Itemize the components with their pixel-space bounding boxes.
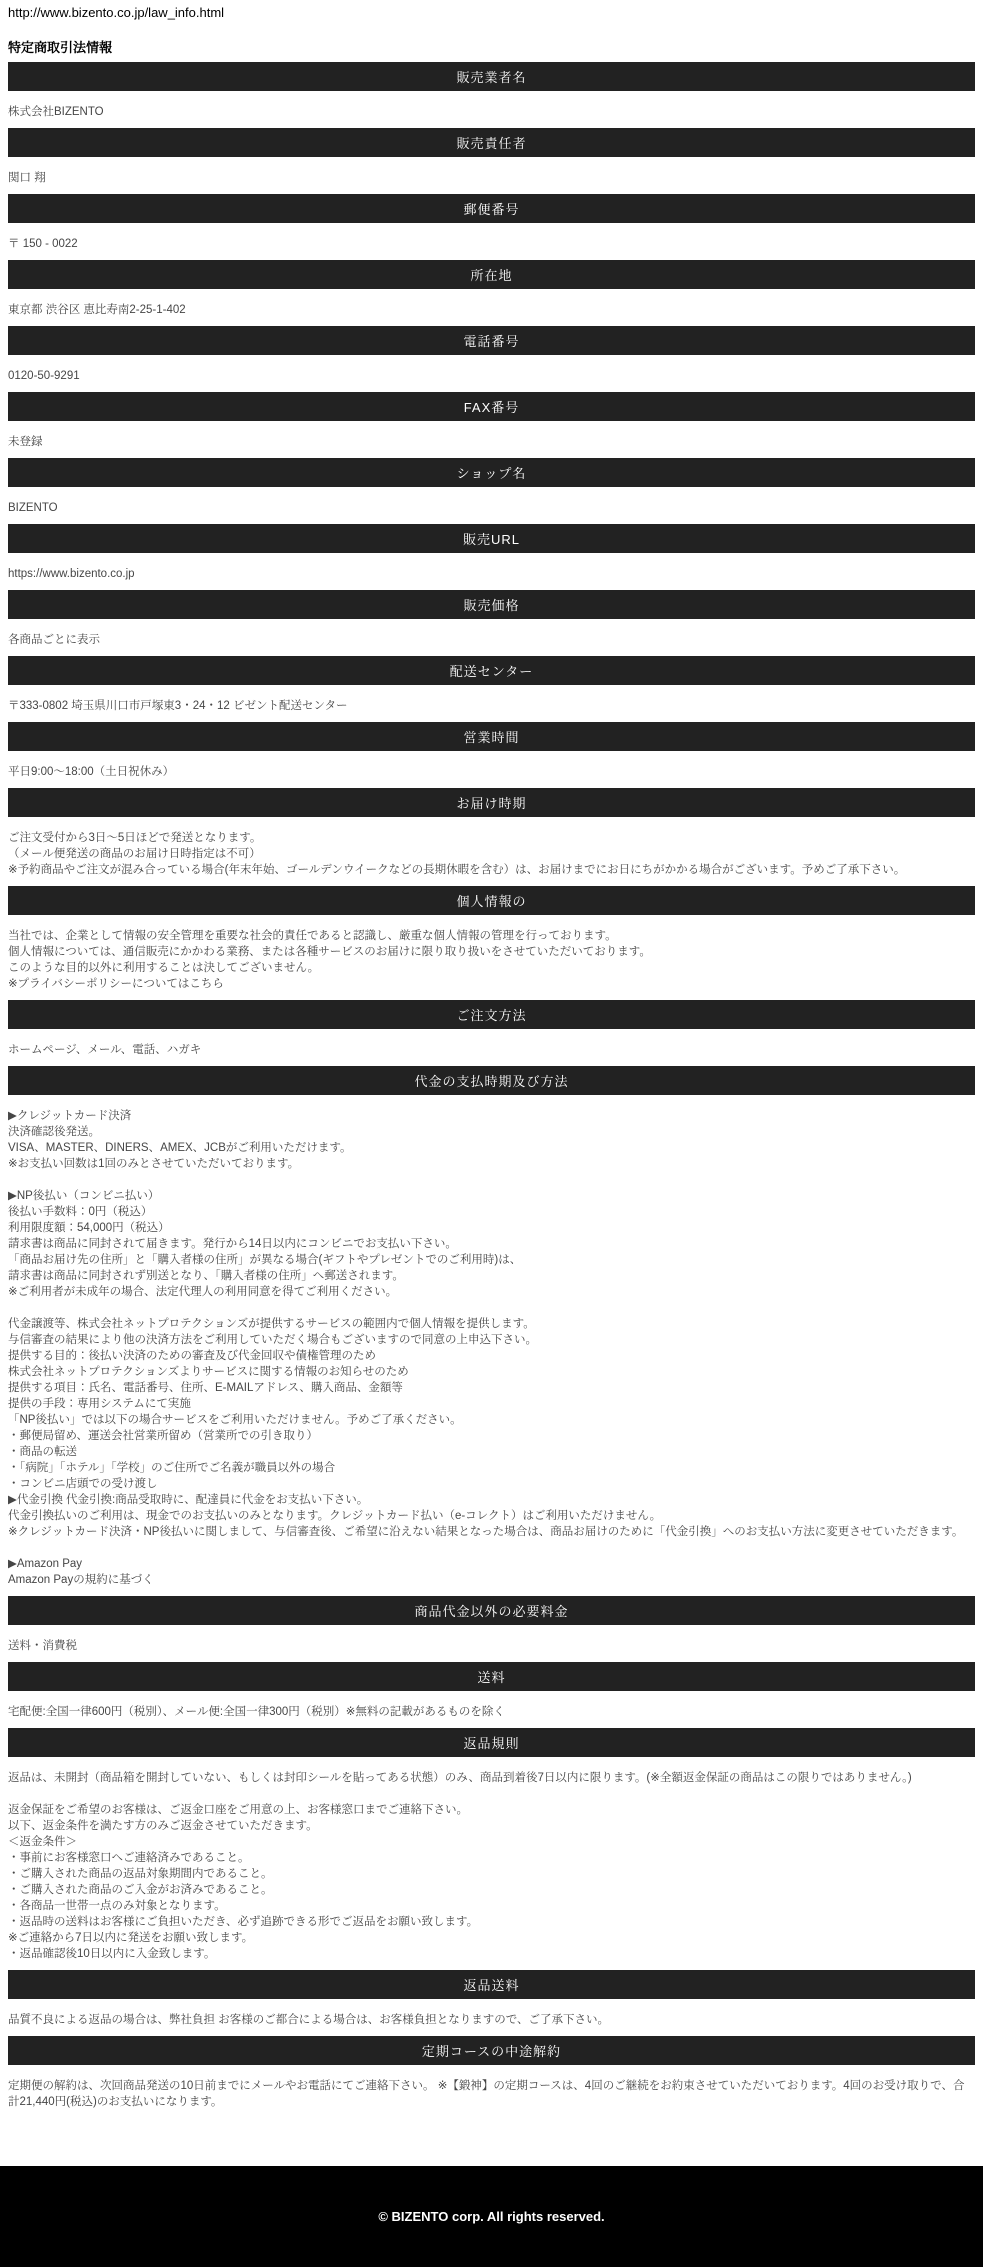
section-header <box>8 458 975 487</box>
section-body <box>8 1704 975 1720</box>
section-text-line: 「商品お届け先の住所」と「購入者様の住所」が異なる場合(ギフトやプレゼントでのご利用時)は、 <box>8 1254 522 1266</box>
law-info-section <box>8 326 975 384</box>
section-text-line: 当社では、企業として情報の安全管理を重要な社会的責任であると認識し、厳重な個人情報の管理を行っております。 <box>8 930 617 942</box>
section-header-label: ショップ名 <box>456 466 527 481</box>
section-text-line: ・コンビニ店頭での受け渡し <box>8 1478 158 1490</box>
section-body <box>8 632 975 648</box>
section-body <box>8 2012 975 2028</box>
section-text-line: ※クレジットカード決済・NP後払いに関しまして、与信審査後、ご希望に沿えない結果となった場合は、商品お届けのために「代金引換」へのお支払い方法に変更させていただきます。 <box>8 1526 964 1538</box>
section-header-label: 営業時間 <box>463 730 520 745</box>
section-body <box>8 236 975 252</box>
section-text-line: 返品は、未開封（商品箱を開封していない、もしくは封印シールを貼ってある状態）のみ、商品到着後7日以内に限ります。(※全額返金保証の商品はこの限りではありません。) <box>8 1772 912 1784</box>
section-text-line: ご注文受付から3日～5日ほどで発送となります。 <box>8 832 262 844</box>
section-body <box>8 302 975 318</box>
section-text-line: ▶NP後払い（コンビニ払い） <box>8 1190 160 1202</box>
section-body <box>8 104 975 120</box>
section-body <box>8 434 975 450</box>
law-info-section <box>8 2036 975 2110</box>
section-header-label: 個人情報の <box>456 894 527 909</box>
section-text-line: ※ご連絡から7日以内に発送をお願い致します。 <box>8 1932 254 1944</box>
section-text-line: 〒 150 - 0022 <box>8 238 78 250</box>
section-text-line <box>8 1540 975 1556</box>
section-text-line: 送料・消費税 <box>8 1640 77 1652</box>
section-header <box>8 62 975 91</box>
section-header <box>8 590 975 619</box>
section-text-line: ※お支払い回数は1回のみとさせていただいております。 <box>8 1158 300 1170</box>
section-body <box>8 928 975 992</box>
law-info-section <box>8 392 975 450</box>
section-text-line: 関口 翔 <box>8 172 46 184</box>
section-text-line: 代金譲渡等、株式会社ネットプロテクションズが提供するサービスの範囲内で個人情報を提供します。 <box>8 1318 535 1330</box>
section-header-label: 商品代金以外の必要料金 <box>414 1604 569 1619</box>
section-body <box>8 2078 975 2110</box>
section-header-label: 販売価格 <box>463 598 520 613</box>
section-text-line: ▶代金引換 代金引換:商品受取時に、配達員に代金をお支払い下さい。 <box>8 1494 369 1506</box>
section-body <box>8 368 975 384</box>
section-header-label: FAX番号 <box>463 400 520 415</box>
section-text-line: 請求書は商品に同封されて届きます。発行から14日以内にコンビニでお支払い下さい。 <box>8 1238 457 1250</box>
section-header-label: 販売URL <box>462 532 520 547</box>
section-text-line: 〒333-0802 埼玉県川口市戸塚東3・24・12 ビゼント配送センター <box>8 700 348 712</box>
section-text-line: （メール便発送の商品のお届け日時指定は不可） <box>8 848 261 860</box>
section-text-line: 提供の手段：専用システムにて実施 <box>8 1398 191 1410</box>
section-header-label: 定期コースの中途解約 <box>421 2044 562 2059</box>
section-text-line: ・「病院」「ホテル」「学校」のご住所でご名義が職員以外の場合 <box>8 1462 336 1474</box>
section-text-line: ・ご購入された商品のご入金がお済みであること。 <box>8 1884 273 1896</box>
section-header <box>8 2036 975 2065</box>
sections <box>8 62 975 2110</box>
section-header-label: 販売責任者 <box>456 136 527 151</box>
law-info-section <box>8 1728 975 1962</box>
section-header <box>8 128 975 157</box>
section-text-line: 平日9:00～18:00（土日祝休み） <box>8 766 175 778</box>
section-header-label: 返品規則 <box>463 1736 520 1751</box>
law-info-section <box>8 524 975 582</box>
section-text-line: Amazon Payの規約に基づく <box>8 1574 154 1586</box>
section-text-line: このような目的以外に利用することは決してございません。 <box>8 962 320 974</box>
section-text-line <box>8 1786 975 1802</box>
law-info-section <box>8 1066 975 1588</box>
section-text-line: VISA、MASTER、DINERS、AMEX、JCBがご利用いただけます。 <box>8 1142 352 1154</box>
section-header-label: 代金の支払時期及び方法 <box>414 1074 569 1089</box>
section-body <box>8 830 975 878</box>
section-text-line: 東京都 渋谷区 恵比寿南2-25-1-402 <box>8 304 186 316</box>
section-text-line: ※プライバシーポリシーについてはこちら <box>8 978 224 990</box>
page-footer <box>0 2166 983 2267</box>
law-info-section <box>8 1000 975 1058</box>
section-text-line: 株式会社BIZENTO <box>8 106 104 118</box>
section-body <box>8 566 975 582</box>
section-text-line: ・ご購入された商品の返品対象期間内であること。 <box>8 1868 273 1880</box>
section-header <box>8 194 975 223</box>
section-body <box>8 1042 975 1058</box>
section-text-line: 未登録 <box>8 436 43 448</box>
section-body <box>8 698 975 714</box>
section-text-line: ホームページ、メール、電話、ハガキ <box>8 1044 202 1056</box>
section-header <box>8 886 975 915</box>
section-text-line: 請求書は商品に同封されず別送となり、「購入者様の住所」へ郵送されます。 <box>8 1270 404 1282</box>
section-body <box>8 170 975 186</box>
section-text-line: 以下、返金条件を満たす方のみご返金させていただきます。 <box>8 1820 318 1832</box>
page-url-text: http://www.bizento.co.jp/law_info.html <box>8 5 225 20</box>
section-header <box>8 656 975 685</box>
law-info-section <box>8 1970 975 2028</box>
section-text-line: 株式会社ネットプロテクションズよりサービスに関する情報のお知らせのため <box>8 1366 409 1378</box>
section-header <box>8 1970 975 1999</box>
section-text-line <box>8 1172 975 1188</box>
section-header <box>8 1728 975 1757</box>
section-text-line: 代金引換払いのご利用は、現金でのお支払いのみとなります。クレジットカード払い（e-コレクト）はご利用いただけません。 <box>8 1510 662 1522</box>
law-info-section <box>8 788 975 878</box>
section-text-line: 決済確認後発送。 <box>8 1126 100 1138</box>
law-info-section <box>8 1662 975 1720</box>
section-header-label: 配送センター <box>449 664 534 679</box>
section-header <box>8 326 975 355</box>
law-info-section <box>8 1596 975 1654</box>
section-header-label: 販売業者名 <box>456 70 527 85</box>
section-text-line: ・事前にお客様窓口へご連絡済みであること。 <box>8 1852 250 1864</box>
copyright-text: © BIZENTO corp. All rights reserved. <box>378 2209 605 2224</box>
section-body <box>8 1638 975 1654</box>
law-info-section <box>8 194 975 252</box>
section-header <box>8 1662 975 1691</box>
section-header-label: 返品送料 <box>463 1978 520 1993</box>
section-header <box>8 260 975 289</box>
section-text-line: ▶Amazon Pay <box>8 1558 83 1570</box>
law-info-section <box>8 128 975 186</box>
section-text-line: ＜返金条件＞ <box>8 1836 77 1848</box>
section-header-label: 電話番号 <box>463 334 520 349</box>
section-text-line: 後払い手数料：0円（税込） <box>8 1206 153 1218</box>
section-text-line: ▶クレジットカード決済 <box>8 1110 132 1122</box>
section-body <box>8 764 975 780</box>
section-text-line: https://www.bizento.co.jp <box>8 568 135 580</box>
section-header <box>8 524 975 553</box>
section-text-line: ・郵便局留め、運送会社営業所留め（営業所での引き取り） <box>8 1430 319 1442</box>
section-text-line: 宅配便:全国一律600円（税別）、メール便:全国一律300円（税別）※無料の記載があるものを除く <box>8 1706 505 1718</box>
section-text-line: BIZENTO <box>8 502 58 514</box>
section-text-line: 提供する目的：後払い決済のための審査及び代金回収や債権管理のため <box>8 1350 376 1362</box>
section-text-line: 各商品ごとに表示 <box>8 634 100 646</box>
law-info-section <box>8 886 975 992</box>
section-header-label: 所在地 <box>470 268 513 283</box>
section-body <box>8 1108 975 1588</box>
page-title: 特定商取引法情報 <box>8 40 113 55</box>
section-header-label: 郵便番号 <box>463 202 520 217</box>
section-text-line: 与信審査の結果により他の決済方法をご利用していただく場合もございますので同意の上申込下さい。 <box>8 1334 537 1346</box>
section-text-line <box>8 1300 975 1316</box>
section-text-line: ※ご利用者が未成年の場合、法定代理人の利用同意を得てご利用ください。 <box>8 1286 398 1298</box>
section-body <box>8 500 975 516</box>
law-info-section <box>8 458 975 516</box>
section-header <box>8 788 975 817</box>
section-body <box>8 1770 975 1962</box>
section-header <box>8 722 975 751</box>
section-text-line: ※予約商品やご注文が混み合っている場合(年末年始、ゴールデンウイークなどの長期休暇を含む）は、お届けまでにお日にちがかかる場合がございます。予めご了承下さい。 <box>8 864 906 876</box>
section-text-line: 0120-50-9291 <box>8 370 80 382</box>
section-text-line: 品質不良による返品の場合は、弊社負担 お客様のご都合による場合は、お客様負担となりますので、ご了承下さい。 <box>8 2014 609 2026</box>
section-text-line: 返金保証をご希望のお客様は、ご返金口座をご用意の上、お客様窓口までご連絡下さい。 <box>8 1804 468 1816</box>
section-header <box>8 1596 975 1625</box>
section-text-line: 「NP後払い」では以下の場合サービスをご利用いただけません。予めご了承ください。 <box>8 1414 462 1426</box>
section-text-line: 提供する項目：氏名、電話番号、住所、E-MAILアドレス、購入商品、金額等 <box>8 1382 403 1394</box>
law-info-section <box>8 656 975 714</box>
section-header <box>8 392 975 421</box>
section-text-line: 利用限度額：54,000円（税込） <box>8 1222 170 1234</box>
section-text-line: ・各商品一世帯一点のみ対象となります。 <box>8 1900 226 1912</box>
law-info-section <box>8 590 975 648</box>
section-text-line: ・返品確認後10日以内に入金致します。 <box>8 1948 216 1960</box>
section-header-label: お届け時期 <box>456 796 527 811</box>
section-header <box>8 1066 975 1095</box>
law-info-section <box>8 62 975 120</box>
section-header-label: ご注文方法 <box>456 1008 527 1023</box>
section-text-line: ・返品時の送料はお客様にご負担いただき、必ず追跡できる形でご返品をお願い致します。 <box>8 1916 479 1928</box>
section-text-line: 個人情報については、通信販売にかかわる業務、または各種サービスのお届けに限り取り扱いをさせていただいております。 <box>8 946 651 958</box>
section-text-line: 定期便の解約は、次回商品発送の10日前までにメールやお電話にてご連絡下さい。 ※【鍛神】の定期コースは、4回のご継続をお約束させていただいております。4回のお受け取りで、合計21,440円(税込)のお支払いになります。 <box>8 2080 965 2108</box>
section-text-line: ・商品の転送 <box>8 1446 77 1458</box>
section-header-label: 送料 <box>477 1670 506 1685</box>
section-header <box>8 1000 975 1029</box>
law-info-section <box>8 722 975 780</box>
law-info-section <box>8 260 975 318</box>
